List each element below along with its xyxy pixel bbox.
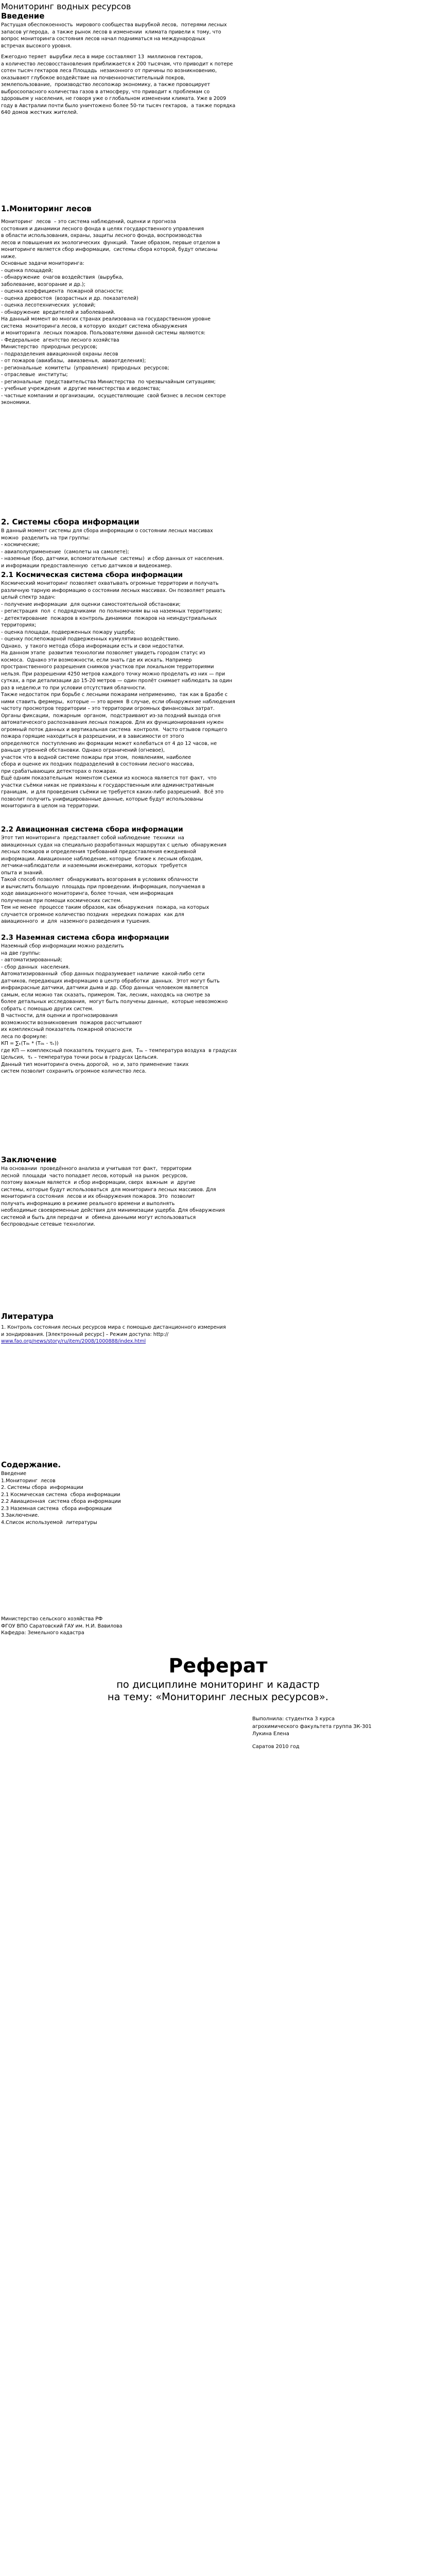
text-line: запасов углерода, а также рынок лесов в изменении климата привели к тому, что <box>1 29 221 35</box>
text-line: Такой способ позволяет обнаруживать возгорания в условиях облачности <box>1 877 198 883</box>
section2-2-heading: 2.2 Авиационная система сбора информации <box>1 825 183 834</box>
text-line: при срабатывающих детекторах о пожарах. <box>1 768 117 774</box>
author-block <box>252 1716 372 1738</box>
text-line: территориях; <box>1 622 37 628</box>
text-line: инфракрасные датчики, датчики дыма и др. Сбор данных человеком является <box>1 985 208 991</box>
text-line: сутках, а при детализации до 15-20 метров — один пролёт снимает наблюдать за один <box>1 678 233 684</box>
ministry-line: Министерство сельского хозяйства РФ <box>1 1616 103 1622</box>
text-line: датчиков, передающих информацию в центр обработки данных. Этот могут быть <box>1 978 220 984</box>
text-line: авиационных судах на специально разработанных маршрутах с целью обнаружения <box>1 842 226 848</box>
contents-item: 2.1 Космическая система сбора информации <box>1 1492 120 1498</box>
text-line: нельзя. При разрешении 4250 метров каждого точку можно проделать из них — при <box>1 671 225 677</box>
text-line: заболевание, возгорание и др.); <box>1 281 85 287</box>
text-line: необходимые своевременные действия для минимизации ущерба. Для обнаружения <box>1 1208 225 1213</box>
text-line: - учебные учреждения и другие министерства и ведомства; <box>1 386 161 392</box>
text-line: систем позволит сохранить огромное количество леса. <box>1 1069 147 1074</box>
text-line: - получение информации для оценки самостоятельной обстановки; <box>1 601 181 607</box>
text-line: 640 домов жестких жителей. <box>1 110 78 115</box>
text-line: система мониторинга лесов, в которую входит система обнаружения <box>1 323 187 329</box>
text-line: позволит получить унифицированные данные, которые будут использованы <box>1 796 203 802</box>
text-line: раньше утренней обстановки. Однако ограничений (огневое), <box>1 748 165 753</box>
text-line: лесной площади часто попадает лесов, который на рынок ресурсов, <box>1 1173 188 1179</box>
document-title: Мониторинг водных ресурсов <box>1 2 131 11</box>
contents-item: 4.Список используемой литературы <box>1 1519 97 1526</box>
text-line: - оценка площадей; <box>1 267 54 274</box>
section2-body <box>1 528 305 569</box>
text-line: На основании проведённого анализа и учитывая тот факт, территории <box>1 1166 191 1172</box>
text-line: беспроводные сетевые технологии. <box>1 1222 96 1227</box>
text-line: мониторинга состояния лесов и их обнаружения пожаров. Это позволит <box>1 1194 195 1199</box>
text-line: Также недостаток при борьбе с лесными пожарами неприменимо, так как в Бразбе с <box>1 692 228 698</box>
contents-item: 2.2 Авиационная система сбора информации <box>1 1499 121 1504</box>
text-line: а количество лесовосстановления приближается к 200 тысячам, что приводит к потере <box>1 61 233 67</box>
text-line: и вычислить большую площадь при проведении. Информация, получаемая в <box>1 884 205 890</box>
text-line: состояния и динамики лесного фонда в целях государственного управления <box>1 226 204 232</box>
intro-paragraph-2 <box>1 54 305 116</box>
text-line: целый спектр задач: <box>1 595 56 600</box>
text-line: космоса. Однако эти возможности, если знать где их искать. Например <box>1 657 192 663</box>
text-line: Данный тип мониторинга очень дорогой, но и, зато применение таких <box>1 1061 189 1067</box>
text-line: - от пожаров (авиабазы, авиазвенья, авиаотделения); <box>1 358 146 364</box>
text-line: автоматического распознавания лесных пожаров. Для их функционирования нужен <box>1 720 224 725</box>
text-line: лесов и повышения их экологических функций. Такие образом, первые отделом в <box>1 240 220 246</box>
cover-heading: Реферат <box>168 1654 268 1677</box>
text-line: - авиаполуприменение (самолеты на самолете); <box>1 549 129 555</box>
ministry-line: Кафедра: Земельного кадастра <box>1 1630 84 1636</box>
section2-1-body <box>1 580 305 810</box>
text-line: участки съёмки никак не привязаны к государственным или административным <box>1 782 214 788</box>
text-line: ходе авиационного мониторинга, более точная, чем информация <box>1 891 173 896</box>
text-line: землепользование, производство лесопожар экономику, а также провоцирует <box>1 82 211 88</box>
text-line: информации. Авиационное наблюдение, которые ближе к лесным обходам, <box>1 856 203 862</box>
text-line: - оценку послепожарной подверженных кумулятивно воздействию. <box>1 636 180 642</box>
text-line: возможности возникновения пожаров рассчитывают <box>1 1020 142 1026</box>
text-line: в области использования, охраны, защиты лесного фонда, воспроизводства <box>1 233 202 239</box>
section1-body <box>1 218 305 406</box>
conclusion-heading: Заключение <box>1 1155 57 1164</box>
text-line: Цельсия, τₖ – температура точки росы в градусах Цельсия. <box>1 1055 158 1060</box>
text-line: лесных пожаров и определения требований предоставления ежедневной <box>1 849 197 855</box>
text-line: более детальных исследования, могут быть получены данные, которые невозможно <box>1 999 228 1005</box>
text-line: экономики. <box>1 400 31 405</box>
text-line: авиационного и для наземного разведения и тушения. <box>1 919 151 924</box>
literature-body <box>1 1324 305 1345</box>
text-line: - регистрация пол с подрядчиками по полномочиям вы на наземных территориях; <box>1 608 222 614</box>
text-line: пространственного разрешения снимков участков при локальном территориями <box>1 664 214 670</box>
text-line: На данном этапе развития технологии позволяет увидеть городом статус из <box>1 650 205 656</box>
text-line: границам, и для проведения съёмки не требуется каких-либо разрешений. Всё это <box>1 789 224 795</box>
cover-topic: на тему: «Мониторинг лесных ресурсов». <box>107 1691 329 1703</box>
contents-list <box>1 1470 305 1526</box>
text-line: году в Австралии почти было уничтожено более 50-ти тысяч гектаров, а также порядка <box>1 103 236 109</box>
text-line: - оценка древостоя (возрастных и др. показателей) <box>1 295 138 301</box>
contents-item: 1.Мониторинг лесов <box>1 1478 56 1484</box>
text-line: В данный момент системы для сбора информации о состоянии лесных массивах <box>1 528 213 534</box>
text-line: - сбор данных населения. <box>1 964 70 970</box>
literature-link[interactable]: www.fao.org/news/story/ru/item/2008/1000888/index.html <box>1 1338 146 1344</box>
text-line: На данный момент во многих странах реализована на государственном уровне <box>1 316 211 322</box>
text-line: частоту просмотров территории – это территории огромных финансовых затрат. <box>1 706 215 711</box>
literature-item-cont: и зондирования. [Электронный ресурс] – Режим доступа: http:// <box>1 1331 169 1337</box>
text-line: мониторинга в целом на территории. <box>1 803 100 809</box>
text-line: - детектирование пожаров в контроль динамики пожаров на неиндустриальных <box>1 615 217 621</box>
ministry-block <box>1 1616 305 1637</box>
text-line: огромный поток данных и вертикальная система контроля. Часто отзывов горящего <box>1 726 228 733</box>
text-line: Органы фиксации, пожарным органом, подстраивают из-за поздний выхода огня <box>1 713 221 719</box>
contents-item: 2. Системы сбора информации <box>1 1485 83 1490</box>
author-line: агрохимического факультета группа ЗК-301 <box>252 1723 372 1730</box>
text-line: собрать с помощью других систем. <box>1 1006 94 1012</box>
text-line: Ещё одним показательным моментом съемки из космоса является тот факт, что <box>1 775 217 781</box>
conclusion-body <box>1 1165 305 1228</box>
author-line: Выполнила: студентка 3 курса <box>252 1716 335 1722</box>
text-line: и мониторинга лесных пожаров. Пользователями данной системы являются: <box>1 330 206 336</box>
text-line: В частности, для оценки и прогнозирования <box>1 1013 118 1019</box>
text-line: можно разделить на три группы: <box>1 535 90 541</box>
section2-3-heading: 2.3 Наземная система сбора информации <box>1 934 169 942</box>
text-line: ниже. <box>1 253 17 260</box>
text-line: здоровьем у населения, не говоря уже о глобальном изменении климата. Уже в 2009 <box>1 96 226 101</box>
cover-subject: по дисциплине мониторинг и кадастр <box>116 1679 320 1690</box>
intro-heading: Введение <box>1 11 45 21</box>
text-line: - обнаружение очагов воздействия (вырубка, <box>1 275 124 280</box>
city-year: Саратов 2010 год <box>252 1744 300 1750</box>
text-line: получать информацию в режиме реального времени и выполнять <box>1 1200 175 1207</box>
text-line: сбора и оценке их поздних подразделений в состоянии лесного массива, <box>1 761 195 767</box>
text-line: их комплексный показатель пожарной опасности <box>1 1027 132 1032</box>
text-line: Ежегодно теряет вырубки леса в мире составляют 13 миллионов гектаров, <box>1 54 203 60</box>
contents-heading: Содержание. <box>1 1460 61 1469</box>
contents-item: 3.Заключение. <box>1 1513 40 1518</box>
text-line: на две группы: <box>1 950 41 956</box>
text-line: - обнаружение вредителей и заболеваний. <box>1 309 116 315</box>
text-line: выбросоопасного количества газов в атмосферу, что приводит к проблемам со <box>1 89 210 95</box>
contents-item: 2.3 Наземная система сбора информации <box>1 1505 112 1512</box>
text-line: - наземные (бор, датчики, вспомогательные системы) и сбор данных от населения. <box>1 556 224 562</box>
text-line: Автоматизированный сбор данных подразумевает наличие какой-либо сети <box>1 971 205 977</box>
text-line: Этот тип мониторинга представляет собой наблюдение техники на <box>1 835 184 841</box>
text-line: ними ставить фермеры, которые — это время В случае, если обнаружение наблюдения <box>1 699 235 705</box>
text-line: Растущая обеспокоенность мирового сообщества вырубкой лесов, потерями лесных <box>1 22 227 28</box>
text-line: Однако, у такого метода сбора информации есть и свои недостатки. <box>1 643 184 649</box>
text-line: Мониторинг лесов – это система наблюдений, оценки и прогноза <box>1 219 176 225</box>
text-line: - региональные комитеты (управления) природных ресурсов; <box>1 365 169 371</box>
section2-2-body <box>1 835 305 925</box>
text-line: - подразделения авиационной охраны лесов <box>1 351 118 357</box>
text-line: - оценка лесотехнических условий; <box>1 302 96 308</box>
text-line: пожара горящие находиться в разрешении, и в зависимости от этого <box>1 734 184 739</box>
text-line: опыта и знаний. <box>1 870 44 876</box>
text-line: встречах высокого уровня. <box>1 43 72 49</box>
text-line: - космические; <box>1 542 40 548</box>
text-line: поэтому важным является и сбор информации, сверх важным и другие <box>1 1180 196 1185</box>
text-line: случается огромное количество поздних нередких пожарах как для <box>1 911 184 918</box>
section2-heading: 2. Системы сбора информации <box>1 517 139 527</box>
section2-3-body <box>1 943 305 1075</box>
text-line: сотен тысяч гектаров леса Площадь незаконного от причины по возникновению, <box>1 68 217 74</box>
text-line: летчики-наблюдатели и наземными инженерами, которых требуется <box>1 863 187 869</box>
author-line: Лукина Елена <box>252 1731 289 1737</box>
text-line: оказывают глубокое воздействие на почвенноочистительный покров, <box>1 75 185 81</box>
text-line: - автоматизированный; <box>1 957 62 963</box>
section1-heading: 1.Мониторинг лесов <box>1 204 92 213</box>
text-line: КП = ∑ₖ(T₀ₖ * (T₀ₖ - τₖ)) <box>1 1041 59 1046</box>
text-line: и информации предоставленную сетью датчиков и видеокамер. <box>1 563 172 569</box>
text-line: леса по формуле: <box>1 1033 47 1040</box>
text-line: - отраслевые институты; <box>1 372 68 378</box>
text-line: Основные задачи мониторинга: <box>1 261 84 266</box>
text-line: мониторинге является сбор информации, системы сбора которой, будут описаны <box>1 247 218 252</box>
text-line: Космический мониторинг позволяет охватывать огромные территории и получать <box>1 581 219 586</box>
literature-heading: Литература <box>1 1312 54 1321</box>
text-line: - оценка площади, подверженных пожару ущерба; <box>1 629 135 635</box>
text-line: - оценка коэффициента пожарной опасности; <box>1 289 124 294</box>
text-line: - частные компании и организации, осуществляющие свой бизнес в лесном секторе <box>1 393 226 399</box>
text-line: раз в неделю,и то при условии отсутствия облачности. <box>1 685 146 691</box>
section2-1-heading: 2.1 Космическая система сбора информации <box>1 571 183 579</box>
ministry-line: ФГОУ ВПО Саратовский ГАУ им. Н.И. Вавилова <box>1 1623 123 1629</box>
text-line: - региональные представительства Министерства по чрезвычайным ситуациям; <box>1 379 216 385</box>
text-line: - Федеральное агентство лесного хозяйства <box>1 337 119 343</box>
text-line: Наземный сбор информации можно разделить <box>1 943 124 949</box>
contents-item: Введение <box>1 1471 27 1477</box>
text-line: полученная при помощи космических систем. <box>1 897 122 904</box>
text-line: системой и быть для передачи и обмена данными могут использоваться <box>1 1214 196 1221</box>
text-line: определяются поступлению ин формации может колебаться от 4 до 12 часов, не <box>1 740 217 747</box>
text-line: Министерство природных ресурсов; <box>1 344 98 350</box>
text-line: вопрос мониторинга состояния лесов начал подниматься на международных <box>1 36 205 42</box>
text-line: участок что в водной системе пожары при этом, появлениям, наиболее <box>1 754 191 760</box>
intro-paragraph-1 <box>1 22 305 49</box>
text-line: где КП — комплексный показатель текущего дня, T₀ₖ – температура воздуха в градусах <box>1 1047 237 1054</box>
literature-item: 1. Контроль состояния лесных ресурсов мира с помощью дистанционного измерения <box>1 1325 226 1330</box>
text-line: Тем не менее процессе таким образом, как обнаружения пожара, на которых <box>1 905 210 910</box>
text-line: различную тарную информацию о состоянии лесных массивах. Он позволяет решать <box>1 587 225 594</box>
text-line: самым, если можно так сказать, примером. Так, лесник, находясь на смотре за <box>1 992 211 998</box>
text-line: системы, которые будут использоваться для мониторинга лесных массивов. Для <box>1 1187 216 1193</box>
